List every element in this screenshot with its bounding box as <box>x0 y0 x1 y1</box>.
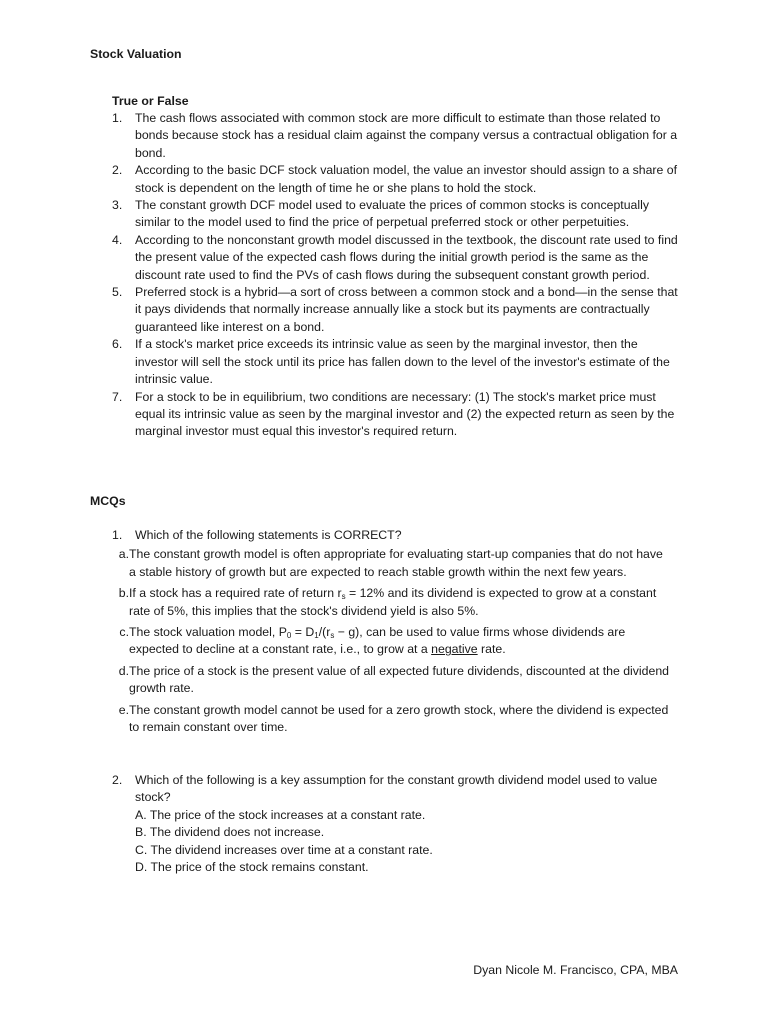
question-text: Which of the following statements is CORRECT? <box>135 528 402 542</box>
question-stem <box>112 527 672 544</box>
subscript: s <box>341 592 346 602</box>
item-text: According to the nonconstant growth model discussed in the textbook, the discount rate used to find the present value of the expected cash flows during the initial growth period is the same as the discount rate used to find the PVs of cash flows during the subsequent constant growth period. <box>135 232 678 282</box>
item-number: 1. <box>112 111 123 125</box>
page-title: Stock Valuation <box>90 47 182 61</box>
choice-c <box>112 624 672 659</box>
question-number: 1. <box>112 528 123 542</box>
choice-letter: c. <box>119 625 129 640</box>
page-footer: Dyan Nicole M. Francisco, CPA, MBA <box>473 963 678 977</box>
choice-letter: d. <box>118 663 129 678</box>
choice-letter: e. <box>118 702 129 717</box>
option-a: A. The price of the stock increases at a constant rate. <box>135 807 426 822</box>
question-number: 2. <box>112 773 123 787</box>
item-number: 4. <box>112 232 123 247</box>
text-part: If a stock has a required rate of return r <box>129 586 342 601</box>
question-text: Which of the following is a key assumption for the constant growth dividend model used to value stock? <box>135 773 658 805</box>
subscript: s <box>330 631 335 641</box>
underlined-word: negative <box>431 642 478 657</box>
true-false-list <box>112 110 678 441</box>
question-stem <box>112 772 678 807</box>
list-item <box>112 389 678 441</box>
item-text: According to the basic DCF stock valuation model, the value an investor should assign to a share of stock is dependent on the length of time he or she plans to hold the stock. <box>135 163 678 195</box>
option-c: C. The dividend increases over time at a constant rate. <box>135 842 433 857</box>
option-d: D. The price of the stock remains constant. <box>135 860 369 875</box>
item-text: For a stock to be in equilibrium, two conditions are necessary: (1) The stock's market price must equal its intrinsic value as seen by the marginal investor and (2) the expected return as seen by the marginal investor must equal this investor's required return. <box>135 389 675 439</box>
mcq-question-1 <box>112 527 672 740</box>
text-part: − g), can be used to value firms whose dividends are expected to decline at a constant rate, i.e., to grow at a <box>129 625 626 657</box>
item-text: Preferred stock is a hybrid—a sort of cross between a common stock and a bond—in the sense that it pays dividends that normally increase annually like a stock but its payments are contractually guaranteed like interest on a bond. <box>135 285 678 334</box>
choice-b <box>112 585 672 620</box>
text-part: = D <box>291 625 315 640</box>
choice-text: The price of a stock is the present value of all expected future dividends, discounted at the dividend growth rate. <box>129 663 670 696</box>
mcq-question-2 <box>112 772 678 876</box>
text-part: rate. <box>477 642 506 657</box>
item-number: 3. <box>112 198 123 213</box>
option-list <box>135 807 678 877</box>
choice-a <box>112 546 672 581</box>
item-number: 7. <box>112 389 123 404</box>
list-item <box>112 336 678 388</box>
choice-text <box>129 585 672 620</box>
item-text: The cash flows associated with common stock are more difficult to estimate than those related to bonds because stock has a residual claim against the company versus a contractual obligation for a bond. <box>135 111 678 160</box>
text-part: = 12% and its dividend is expected to grow at a constant rate of 5%, this implies that the stock's dividend yield is also 5%. <box>129 586 657 618</box>
list-item <box>112 232 678 284</box>
true-false-heading: True or False <box>112 94 189 108</box>
choice-d <box>112 663 672 698</box>
choice-letter: a. <box>118 547 129 562</box>
list-item <box>112 284 678 336</box>
mcq-heading: MCQs <box>90 494 126 508</box>
choice-list <box>112 546 672 736</box>
list-item <box>112 162 678 197</box>
item-number: 2. <box>112 163 123 178</box>
text-part: The stock valuation model, P <box>129 625 287 640</box>
choice-text <box>129 624 672 659</box>
item-text: If a stock's market price exceeds its intrinsic value as seen by the marginal investor, then the investor will sell the stock until its price has fallen down to the level of the investor's estimate of the intrinsic value. <box>135 337 670 387</box>
choice-text: The constant growth model cannot be used for a zero growth stock, where the dividend is expected to remain constant over time. <box>129 702 669 735</box>
choice-letter: b. <box>118 586 129 601</box>
choice-e <box>112 702 672 737</box>
text-part: /(r <box>318 625 331 640</box>
item-number: 5. <box>112 285 123 300</box>
subscript: 1 <box>314 631 319 641</box>
choice-text: The constant growth model is often appropriate for evaluating start-up companies that do not have a stable history of growth but are expected to reach stable growth within the next few years. <box>129 547 663 579</box>
item-number: 6. <box>112 337 123 352</box>
list-item <box>112 197 678 232</box>
item-text: The constant growth DCF model used to evaluate the prices of common stocks is conceptually similar to the model used to find the price of perpetual preferred stock or other perpetuities. <box>135 198 649 230</box>
option-b: B. The dividend does not increase. <box>135 825 325 840</box>
subscript: 0 <box>286 631 292 641</box>
list-item <box>112 110 678 162</box>
